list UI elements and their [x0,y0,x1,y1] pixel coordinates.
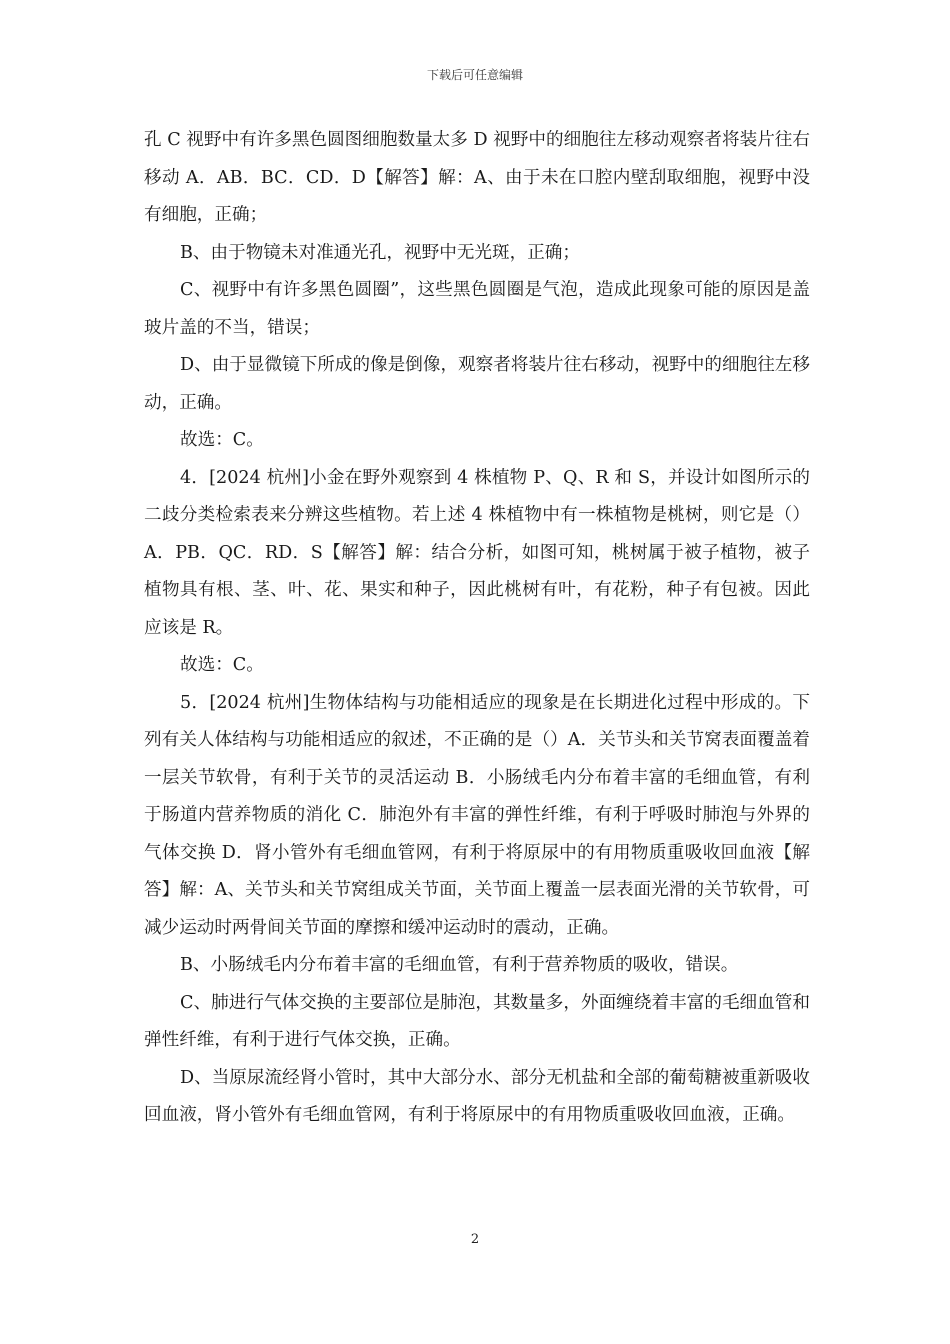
page-header: 下载后可任意编辑 [426,68,523,82]
paragraph: D、当原尿流经肾小管时，其中大部分水、部分无机盐和全部的葡萄糖被重新吸收回血液，肾小管外有毛细血管网，有利于将原尿中的有用物质重吸收回血液，正确。 [144,1067,810,1125]
page-number: 2 [470,1232,480,1247]
question-paragraph: 4．[2024 杭州]小金在野外观察到 4 株植物 P、Q、R 和 S，并设计如图所示的二歧分类检索表来分辨这些植物。若上述 4 株植物中有一株植物是桃树，则它是（）A．PB．QC．RD．S【解答】解：结合分析，如图可知，桃树属于被子植物，被子植物具有根、茎、叶、花、果实和种子，因此桃树有叶，有花粉，种子有包被。因此应该是 R。 [144,467,810,638]
paragraph: D、由于显微镜下所成的像是倒像，观察者将装片往右移动，视野中的细胞往左移动，正确。 [144,355,810,413]
paragraph: B、小肠绒毛内分布着丰富的毛细血管，有利于营养物质的吸收，错误。 [180,955,739,975]
paragraph: C、肺进行气体交换的主要部位是肺泡，其数量多，外面缠绕着丰富的毛细血管和弹性纤维，有利于进行气体交换，正确。 [144,992,810,1050]
paragraph: 孔 C 视野中有许多黑色圆图细胞数量太多 D 视野中的细胞往左移动观察者将装片往右移动 A．AB．BC．CD．D【解答】解：A、由于未在口腔内壁刮取细胞，视野中没有细胞，正确； [144,130,810,225]
paragraph: B、由于物镜未对准通光孔，视野中无光斑，正确； [180,242,580,263]
paragraph: C、视野中有许多黑色圆圈”，这些黑色圆圈是气泡，造成此现象可能的原因是盖玻片盖的不当，错误； [144,280,810,338]
paragraph: 故选：C。 [180,430,264,450]
document-body [144,122,810,1135]
question-paragraph: 5．[2024 杭州]生物体结构与功能相适应的现象是在长期进化过程中形成的。下列有关人体结构与功能相适应的叙述，不正确的是（）A．关节头和关节窝表面覆盖着一层关节软骨，有利于关节的灵活运动 B．小肠绒毛内分布着丰富的毛细血管，有利于肠道内营养物质的消化 C．肺泡外有丰富的弹性纤维，有利于呼吸时肺泡与外界的气体交换 D．肾小管外有毛细血管网，有利于将原尿中的有用物质重吸收回血液【解答】解：A、关节头和关节窝组成关节面，关节面上覆盖一层表面光滑的关节软骨，可减少运动时两骨间关节面的摩擦和缓冲运动时的震动，正确。 [144,692,810,938]
paragraph: 故选：C。 [180,655,264,675]
